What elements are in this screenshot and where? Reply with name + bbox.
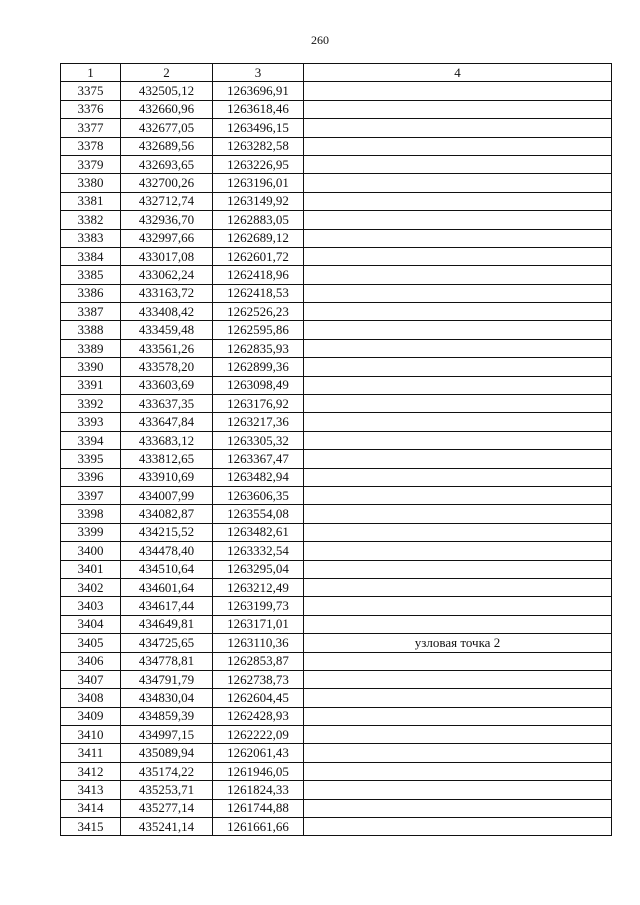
y-coordinate-cell: 1262853,87 xyxy=(213,652,304,670)
point-number-cell: 3390 xyxy=(61,358,121,376)
table-row xyxy=(61,395,612,413)
table-row xyxy=(61,652,612,670)
y-coordinate-cell: 1263098,49 xyxy=(213,376,304,394)
table-row xyxy=(61,615,612,633)
note-cell xyxy=(304,358,612,376)
column-header-4: 4 xyxy=(304,64,612,82)
note-cell xyxy=(304,137,612,155)
point-number-cell: 3396 xyxy=(61,468,121,486)
point-number-cell: 3410 xyxy=(61,726,121,744)
note-cell xyxy=(304,339,612,357)
point-number-cell: 3405 xyxy=(61,634,121,652)
point-number-cell: 3399 xyxy=(61,523,121,541)
table-row xyxy=(61,155,612,173)
x-coordinate-cell: 432997,66 xyxy=(121,229,213,247)
note-cell xyxy=(304,450,612,468)
table-row xyxy=(61,358,612,376)
y-coordinate-cell: 1263110,36 xyxy=(213,634,304,652)
table-row xyxy=(61,689,612,707)
table-row xyxy=(61,762,612,780)
table-row xyxy=(61,634,612,652)
point-number-cell: 3400 xyxy=(61,542,121,560)
note-cell xyxy=(304,100,612,118)
point-number-cell: 3401 xyxy=(61,560,121,578)
x-coordinate-cell: 435089,94 xyxy=(121,744,213,762)
y-coordinate-cell: 1262418,53 xyxy=(213,284,304,302)
x-coordinate-cell: 434649,81 xyxy=(121,615,213,633)
y-coordinate-cell: 1261661,66 xyxy=(213,818,304,836)
x-coordinate-cell: 432700,26 xyxy=(121,174,213,192)
note-cell xyxy=(304,284,612,302)
y-coordinate-cell: 1263482,61 xyxy=(213,523,304,541)
table-row xyxy=(61,119,612,137)
x-coordinate-cell: 432689,56 xyxy=(121,137,213,155)
note-cell xyxy=(304,431,612,449)
point-number-cell: 3409 xyxy=(61,707,121,725)
point-number-cell: 3407 xyxy=(61,670,121,688)
table-row xyxy=(61,597,612,615)
note-cell xyxy=(304,689,612,707)
point-number-cell: 3393 xyxy=(61,413,121,431)
y-coordinate-cell: 1263176,92 xyxy=(213,395,304,413)
table-row xyxy=(61,670,612,688)
x-coordinate-cell: 433561,26 xyxy=(121,339,213,357)
table-row xyxy=(61,431,612,449)
y-coordinate-cell: 1262835,93 xyxy=(213,339,304,357)
x-coordinate-cell: 434510,64 xyxy=(121,560,213,578)
note-cell xyxy=(304,523,612,541)
point-number-cell: 3380 xyxy=(61,174,121,192)
table-row xyxy=(61,707,612,725)
x-coordinate-cell: 435241,14 xyxy=(121,818,213,836)
x-coordinate-cell: 432505,12 xyxy=(121,82,213,100)
table-row xyxy=(61,376,612,394)
x-coordinate-cell: 433812,65 xyxy=(121,450,213,468)
y-coordinate-cell: 1263696,91 xyxy=(213,82,304,100)
x-coordinate-cell: 434791,79 xyxy=(121,670,213,688)
x-coordinate-cell: 432677,05 xyxy=(121,119,213,137)
point-number-cell: 3392 xyxy=(61,395,121,413)
y-coordinate-cell: 1261824,33 xyxy=(213,781,304,799)
x-coordinate-cell: 434830,04 xyxy=(121,689,213,707)
note-cell xyxy=(304,781,612,799)
table-row xyxy=(61,726,612,744)
note-cell xyxy=(304,707,612,725)
note-cell xyxy=(304,211,612,229)
table-row xyxy=(61,523,612,541)
x-coordinate-cell: 433017,08 xyxy=(121,247,213,265)
table-row xyxy=(61,192,612,210)
table-row xyxy=(61,321,612,339)
point-number-cell: 3395 xyxy=(61,450,121,468)
point-number-cell: 3376 xyxy=(61,100,121,118)
x-coordinate-cell: 432693,65 xyxy=(121,155,213,173)
point-number-cell: 3379 xyxy=(61,155,121,173)
y-coordinate-cell: 1263212,49 xyxy=(213,578,304,596)
point-number-cell: 3402 xyxy=(61,578,121,596)
point-number-cell: 3385 xyxy=(61,266,121,284)
point-number-cell: 3391 xyxy=(61,376,121,394)
x-coordinate-cell: 434778,81 xyxy=(121,652,213,670)
y-coordinate-cell: 1263226,95 xyxy=(213,155,304,173)
note-cell xyxy=(304,155,612,173)
table-row xyxy=(61,505,612,523)
note-cell xyxy=(304,799,612,817)
y-coordinate-cell: 1262738,73 xyxy=(213,670,304,688)
table-row xyxy=(61,781,612,799)
note-cell xyxy=(304,395,612,413)
x-coordinate-cell: 433637,35 xyxy=(121,395,213,413)
table-row xyxy=(61,174,612,192)
y-coordinate-cell: 1263496,15 xyxy=(213,119,304,137)
note-cell xyxy=(304,486,612,504)
y-coordinate-cell: 1263305,32 xyxy=(213,431,304,449)
y-coordinate-cell: 1263618,46 xyxy=(213,100,304,118)
y-coordinate-cell: 1263606,35 xyxy=(213,486,304,504)
point-number-cell: 3375 xyxy=(61,82,121,100)
x-coordinate-cell: 434997,15 xyxy=(121,726,213,744)
table-row xyxy=(61,468,612,486)
x-coordinate-cell: 433647,84 xyxy=(121,413,213,431)
coordinates-table xyxy=(60,63,612,836)
note-cell xyxy=(304,578,612,596)
note-cell xyxy=(304,726,612,744)
note-cell xyxy=(304,119,612,137)
point-number-cell: 3387 xyxy=(61,303,121,321)
y-coordinate-cell: 1263482,94 xyxy=(213,468,304,486)
x-coordinate-cell: 433408,42 xyxy=(121,303,213,321)
y-coordinate-cell: 1262601,72 xyxy=(213,247,304,265)
x-coordinate-cell: 433459,48 xyxy=(121,321,213,339)
table-row xyxy=(61,486,612,504)
note-cell xyxy=(304,229,612,247)
table-row xyxy=(61,818,612,836)
point-number-cell: 3408 xyxy=(61,689,121,707)
point-number-cell: 3411 xyxy=(61,744,121,762)
note-cell xyxy=(304,615,612,633)
table-row xyxy=(61,137,612,155)
table-row xyxy=(61,247,612,265)
point-number-cell: 3378 xyxy=(61,137,121,155)
y-coordinate-cell: 1262883,05 xyxy=(213,211,304,229)
x-coordinate-cell: 435174,22 xyxy=(121,762,213,780)
y-coordinate-cell: 1262604,45 xyxy=(213,689,304,707)
x-coordinate-cell: 434478,40 xyxy=(121,542,213,560)
note-cell xyxy=(304,376,612,394)
y-coordinate-cell: 1262418,96 xyxy=(213,266,304,284)
note-cell xyxy=(304,192,612,210)
y-coordinate-cell: 1263149,92 xyxy=(213,192,304,210)
y-coordinate-cell: 1263199,73 xyxy=(213,597,304,615)
column-header-1: 1 xyxy=(61,64,121,82)
y-coordinate-cell: 1262428,93 xyxy=(213,707,304,725)
note-cell xyxy=(304,174,612,192)
point-number-cell: 3388 xyxy=(61,321,121,339)
point-number-cell: 3381 xyxy=(61,192,121,210)
x-coordinate-cell: 434601,64 xyxy=(121,578,213,596)
table-row xyxy=(61,560,612,578)
note-cell xyxy=(304,266,612,284)
y-coordinate-cell: 1262222,09 xyxy=(213,726,304,744)
x-coordinate-cell: 433578,20 xyxy=(121,358,213,376)
table-row xyxy=(61,284,612,302)
note-cell xyxy=(304,505,612,523)
table-row xyxy=(61,413,612,431)
y-coordinate-cell: 1262899,36 xyxy=(213,358,304,376)
x-coordinate-cell: 432936,70 xyxy=(121,211,213,229)
table-header-row xyxy=(61,64,612,82)
point-number-cell: 3412 xyxy=(61,762,121,780)
x-coordinate-cell: 434859,39 xyxy=(121,707,213,725)
table-row xyxy=(61,82,612,100)
x-coordinate-cell: 433062,24 xyxy=(121,266,213,284)
table-row xyxy=(61,450,612,468)
x-coordinate-cell: 432712,74 xyxy=(121,192,213,210)
note-cell xyxy=(304,762,612,780)
note-cell: узловая точка 2 xyxy=(304,634,612,652)
point-number-cell: 3389 xyxy=(61,339,121,357)
point-number-cell: 3382 xyxy=(61,211,121,229)
x-coordinate-cell: 434725,65 xyxy=(121,634,213,652)
y-coordinate-cell: 1263295,04 xyxy=(213,560,304,578)
y-coordinate-cell: 1263171,01 xyxy=(213,615,304,633)
note-cell xyxy=(304,744,612,762)
y-coordinate-cell: 1262526,23 xyxy=(213,303,304,321)
y-coordinate-cell: 1263282,58 xyxy=(213,137,304,155)
x-coordinate-cell: 434082,87 xyxy=(121,505,213,523)
x-coordinate-cell: 433603,69 xyxy=(121,376,213,394)
table-row xyxy=(61,100,612,118)
point-number-cell: 3398 xyxy=(61,505,121,523)
table-row xyxy=(61,303,612,321)
point-number-cell: 3403 xyxy=(61,597,121,615)
x-coordinate-cell: 434007,99 xyxy=(121,486,213,504)
note-cell xyxy=(304,303,612,321)
table-row xyxy=(61,578,612,596)
point-number-cell: 3414 xyxy=(61,799,121,817)
point-number-cell: 3413 xyxy=(61,781,121,799)
point-number-cell: 3386 xyxy=(61,284,121,302)
note-cell xyxy=(304,468,612,486)
y-coordinate-cell: 1263332,54 xyxy=(213,542,304,560)
y-coordinate-cell: 1263217,36 xyxy=(213,413,304,431)
note-cell xyxy=(304,818,612,836)
x-coordinate-cell: 433163,72 xyxy=(121,284,213,302)
table-row xyxy=(61,744,612,762)
y-coordinate-cell: 1262595,86 xyxy=(213,321,304,339)
x-coordinate-cell: 434215,52 xyxy=(121,523,213,541)
note-cell xyxy=(304,560,612,578)
note-cell xyxy=(304,413,612,431)
x-coordinate-cell: 433683,12 xyxy=(121,431,213,449)
column-header-2: 2 xyxy=(121,64,213,82)
note-cell xyxy=(304,597,612,615)
point-number-cell: 3384 xyxy=(61,247,121,265)
table-row xyxy=(61,211,612,229)
note-cell xyxy=(304,321,612,339)
point-number-cell: 3404 xyxy=(61,615,121,633)
table-row xyxy=(61,542,612,560)
x-coordinate-cell: 434617,44 xyxy=(121,597,213,615)
x-coordinate-cell: 435277,14 xyxy=(121,799,213,817)
y-coordinate-cell: 1262689,12 xyxy=(213,229,304,247)
x-coordinate-cell: 432660,96 xyxy=(121,100,213,118)
table-row xyxy=(61,339,612,357)
x-coordinate-cell: 435253,71 xyxy=(121,781,213,799)
point-number-cell: 3377 xyxy=(61,119,121,137)
table-row xyxy=(61,266,612,284)
note-cell xyxy=(304,542,612,560)
y-coordinate-cell: 1261946,05 xyxy=(213,762,304,780)
y-coordinate-cell: 1263367,47 xyxy=(213,450,304,468)
table-row xyxy=(61,799,612,817)
point-number-cell: 3394 xyxy=(61,431,121,449)
table-body xyxy=(61,82,612,836)
note-cell xyxy=(304,652,612,670)
y-coordinate-cell: 1263196,01 xyxy=(213,174,304,192)
x-coordinate-cell: 433910,69 xyxy=(121,468,213,486)
point-number-cell: 3383 xyxy=(61,229,121,247)
point-number-cell: 3415 xyxy=(61,818,121,836)
column-header-3: 3 xyxy=(213,64,304,82)
point-number-cell: 3406 xyxy=(61,652,121,670)
point-number-cell: 3397 xyxy=(61,486,121,504)
y-coordinate-cell: 1263554,08 xyxy=(213,505,304,523)
note-cell xyxy=(304,247,612,265)
y-coordinate-cell: 1262061,43 xyxy=(213,744,304,762)
y-coordinate-cell: 1261744,88 xyxy=(213,799,304,817)
page-number: 260 xyxy=(311,33,329,47)
note-cell xyxy=(304,82,612,100)
note-cell xyxy=(304,670,612,688)
table-row xyxy=(61,229,612,247)
